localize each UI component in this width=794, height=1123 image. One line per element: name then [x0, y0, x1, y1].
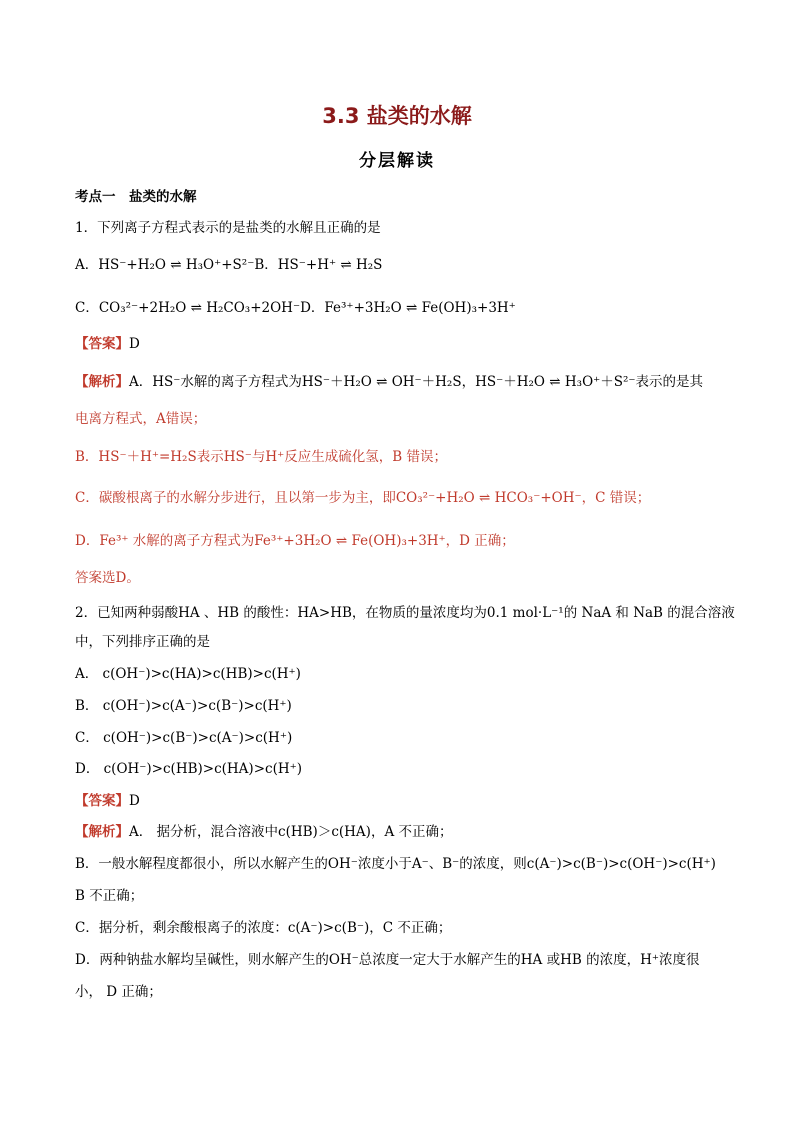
q2-analysis-c: C．据分析，剩余酸根离子的浓度：c(A⁻)>c(B⁻)，C 不正确； — [75, 920, 452, 936]
q2-stem-line1: 2．已知两种弱酸HA 、HB 的酸性：HA>HB，在物质的量浓度均为0.1 mol·L⁻¹的 NaA 和 NaB 的混合溶液 — [75, 605, 735, 621]
analysis-text: A． 据分析，混合溶液中c(HB)＞c(HA)，A 不正确； — [129, 824, 453, 840]
q2-option-c: C． c(OH⁻)>c(B⁻)>c(A⁻)>c(H⁺) — [75, 730, 293, 746]
answer-label: 【答案】 — [75, 793, 129, 809]
q2-stem-line2: 中，下列排序正确的是 — [75, 634, 210, 650]
q1-analysis-d: D．Fe³⁺ 水解的离子方程式为Fe³⁺+3H₂O ⇌ Fe(OH)₃+3H⁺，D 正确； — [75, 533, 515, 549]
answer-label: 【答案】 — [75, 336, 129, 352]
q2-option-b: B． c(OH⁻)>c(A⁻)>c(B⁻)>c(H⁺) — [75, 698, 292, 714]
q1-options-ab: A．HS⁻+H₂O ⇌ H₃O⁺+S²⁻B．HS⁻+H⁺ ⇌ H₂S — [75, 257, 383, 273]
q2-analysis-d-line2: 小， D 正确； — [75, 984, 162, 1000]
q1-analysis-c: C．碳酸根离子的水解分步进行，且以第一步为主，即CO₃²⁻+H₂O ⇌ HCO₃⁻+OH⁻，C 错误； — [75, 490, 651, 506]
q1-stem: 1．下列离子方程式表示的是盐类的水解且正确的是 — [75, 220, 381, 236]
q2-answer — [75, 792, 734, 810]
q2-analysis-a — [75, 823, 734, 841]
q2-option-d: D． c(OH⁻)>c(HB)>c(HA)>c(H⁺) — [75, 761, 303, 777]
analysis-text: A．HS⁻水解的离子方程式为HS⁻＋H₂O ⇌ OH⁻＋H₂S，HS⁻＋H₂O ⇌ H₃O⁺＋S²⁻表示的是其 — [129, 374, 704, 390]
q2-analysis-b-line1: B．一般水解程度都很小，所以水解产生的OH⁻浓度小于A⁻、B⁻的浓度，则c(A⁻)>c(B⁻)>c(OH⁻)>c(H⁺) — [75, 856, 716, 872]
page-subtitle: 分层解读 — [359, 151, 435, 171]
section-heading: 考点一 盐类的水解 — [75, 189, 197, 205]
analysis-label: 【解析】 — [75, 374, 129, 390]
answer-value: D — [129, 793, 140, 809]
q1-answer — [75, 335, 734, 353]
q1-analysis-b: B．HS⁻＋H⁺=H₂S表示HS⁻与H⁺反应生成硫化氢，B 错误； — [75, 449, 447, 465]
answer-value: D — [129, 336, 140, 352]
q1-options-cd: C．CO₃²⁻+2H₂O ⇌ H₂CO₃+2OH⁻D．Fe³⁺+3H₂O ⇌ Fe(OH)₃+3H⁺ — [75, 300, 516, 316]
q2-analysis-d-line1: D．两种钠盐水解均呈碱性，则水解产生的OH⁻总浓度一定大于水解产生的HA 或HB 的浓度，H⁺浓度很 — [75, 952, 700, 968]
page-title: 3.3 盐类的水解 — [322, 104, 472, 128]
q1-conclusion: 答案选D。 — [75, 570, 140, 586]
q2-option-a: A． c(OH⁻)>c(HA)>c(HB)>c(H⁺) — [75, 666, 301, 682]
q2-analysis-b-line2: B 不正确； — [75, 888, 144, 904]
analysis-label: 【解析】 — [75, 824, 129, 840]
q1-analysis-a-line1 — [75, 373, 734, 391]
q1-analysis-a-line2: 电离方程式，A错误； — [75, 411, 207, 427]
